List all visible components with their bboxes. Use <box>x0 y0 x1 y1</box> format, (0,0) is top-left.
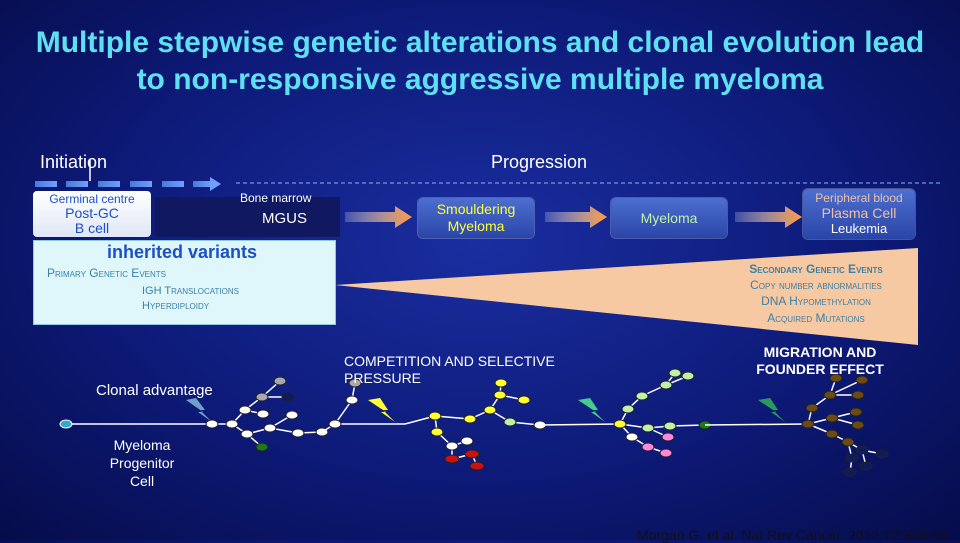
plasma-cell-leukemia-box <box>803 189 915 239</box>
secondary-events-title: Secondary Genetic Events <box>749 262 883 276</box>
citation: Morgan G, et al. Nat Rev Cancer. 2012;12:335-48. <box>637 527 950 543</box>
myeloma-label: Myeloma <box>640 210 698 226</box>
smouldering-myeloma-label: Myeloma <box>447 218 505 234</box>
peripheral-blood-label: Peripheral blood <box>815 191 903 205</box>
page-title: Multiple stepwise genetic alterations and clonal evolution lead to non-responsive aggressive multiple myeloma <box>35 26 925 96</box>
bone-marrow-label: Bone marrow <box>240 191 312 205</box>
progenitor-cell-label <box>92 436 192 490</box>
mgus-label: MGUS <box>262 210 307 227</box>
clonal-advantage-label: Clonal advantage <box>96 382 213 399</box>
clone-tree-3-cells <box>614 369 711 457</box>
leukemia-label: Leukemia <box>830 221 888 236</box>
b-cell-label: B cell <box>74 220 110 236</box>
arrow-myeloma-leukemia <box>735 206 802 228</box>
progenitor-line-1: Myeloma <box>113 437 171 453</box>
arrow-smouldering-myeloma <box>545 206 607 228</box>
smouldering-myeloma-box <box>418 198 534 238</box>
acquired-mutations-item: Acquired Mutations <box>767 311 865 325</box>
inherited-variants-label: inherited variants <box>107 242 258 262</box>
germinal-centre-box <box>33 191 151 237</box>
progenitor-line-3: Cell <box>129 473 155 489</box>
progenitor-line-2: Progenitor <box>109 455 175 471</box>
competition-line-2: PRESSURE <box>344 370 422 386</box>
post-gc-label: Post-GC <box>65 205 119 221</box>
myeloma-box <box>611 198 727 238</box>
progenitor-cell-node <box>60 420 72 428</box>
clone-tree-4-cells <box>802 374 888 476</box>
copy-number-item: Copy number abnormalities <box>750 278 882 292</box>
dna-hypomethylation-item: DNA Hypomethylation <box>761 294 871 308</box>
initiation-header: Initiation <box>40 152 108 172</box>
initiation-dashed-arrow <box>35 177 221 191</box>
primary-events-title: Primary Genetic Events <box>47 266 166 280</box>
germinal-centre-label: Germinal centre <box>49 192 135 206</box>
plasma-cell-label: Plasma Cell <box>821 205 897 221</box>
migration-label <box>745 344 895 378</box>
progression-header: Progression <box>491 152 588 172</box>
migration-line-2: FOUNDER EFFECT <box>756 361 884 377</box>
competition-label <box>344 353 555 387</box>
smouldering-label: Smouldering <box>436 201 516 217</box>
igh-translocations-item: IGH Translocations <box>142 285 239 297</box>
clone-tree-3 <box>540 373 705 453</box>
competition-line-1: COMPETITION AND SELECTIVE <box>344 353 555 369</box>
arrow-mgus-smouldering <box>345 206 412 228</box>
hyperdiploidy-item: Hyperdiploidy <box>142 300 210 312</box>
migration-line-1: MIGRATION AND <box>763 344 877 360</box>
clone-tree-1-cells <box>206 377 328 451</box>
